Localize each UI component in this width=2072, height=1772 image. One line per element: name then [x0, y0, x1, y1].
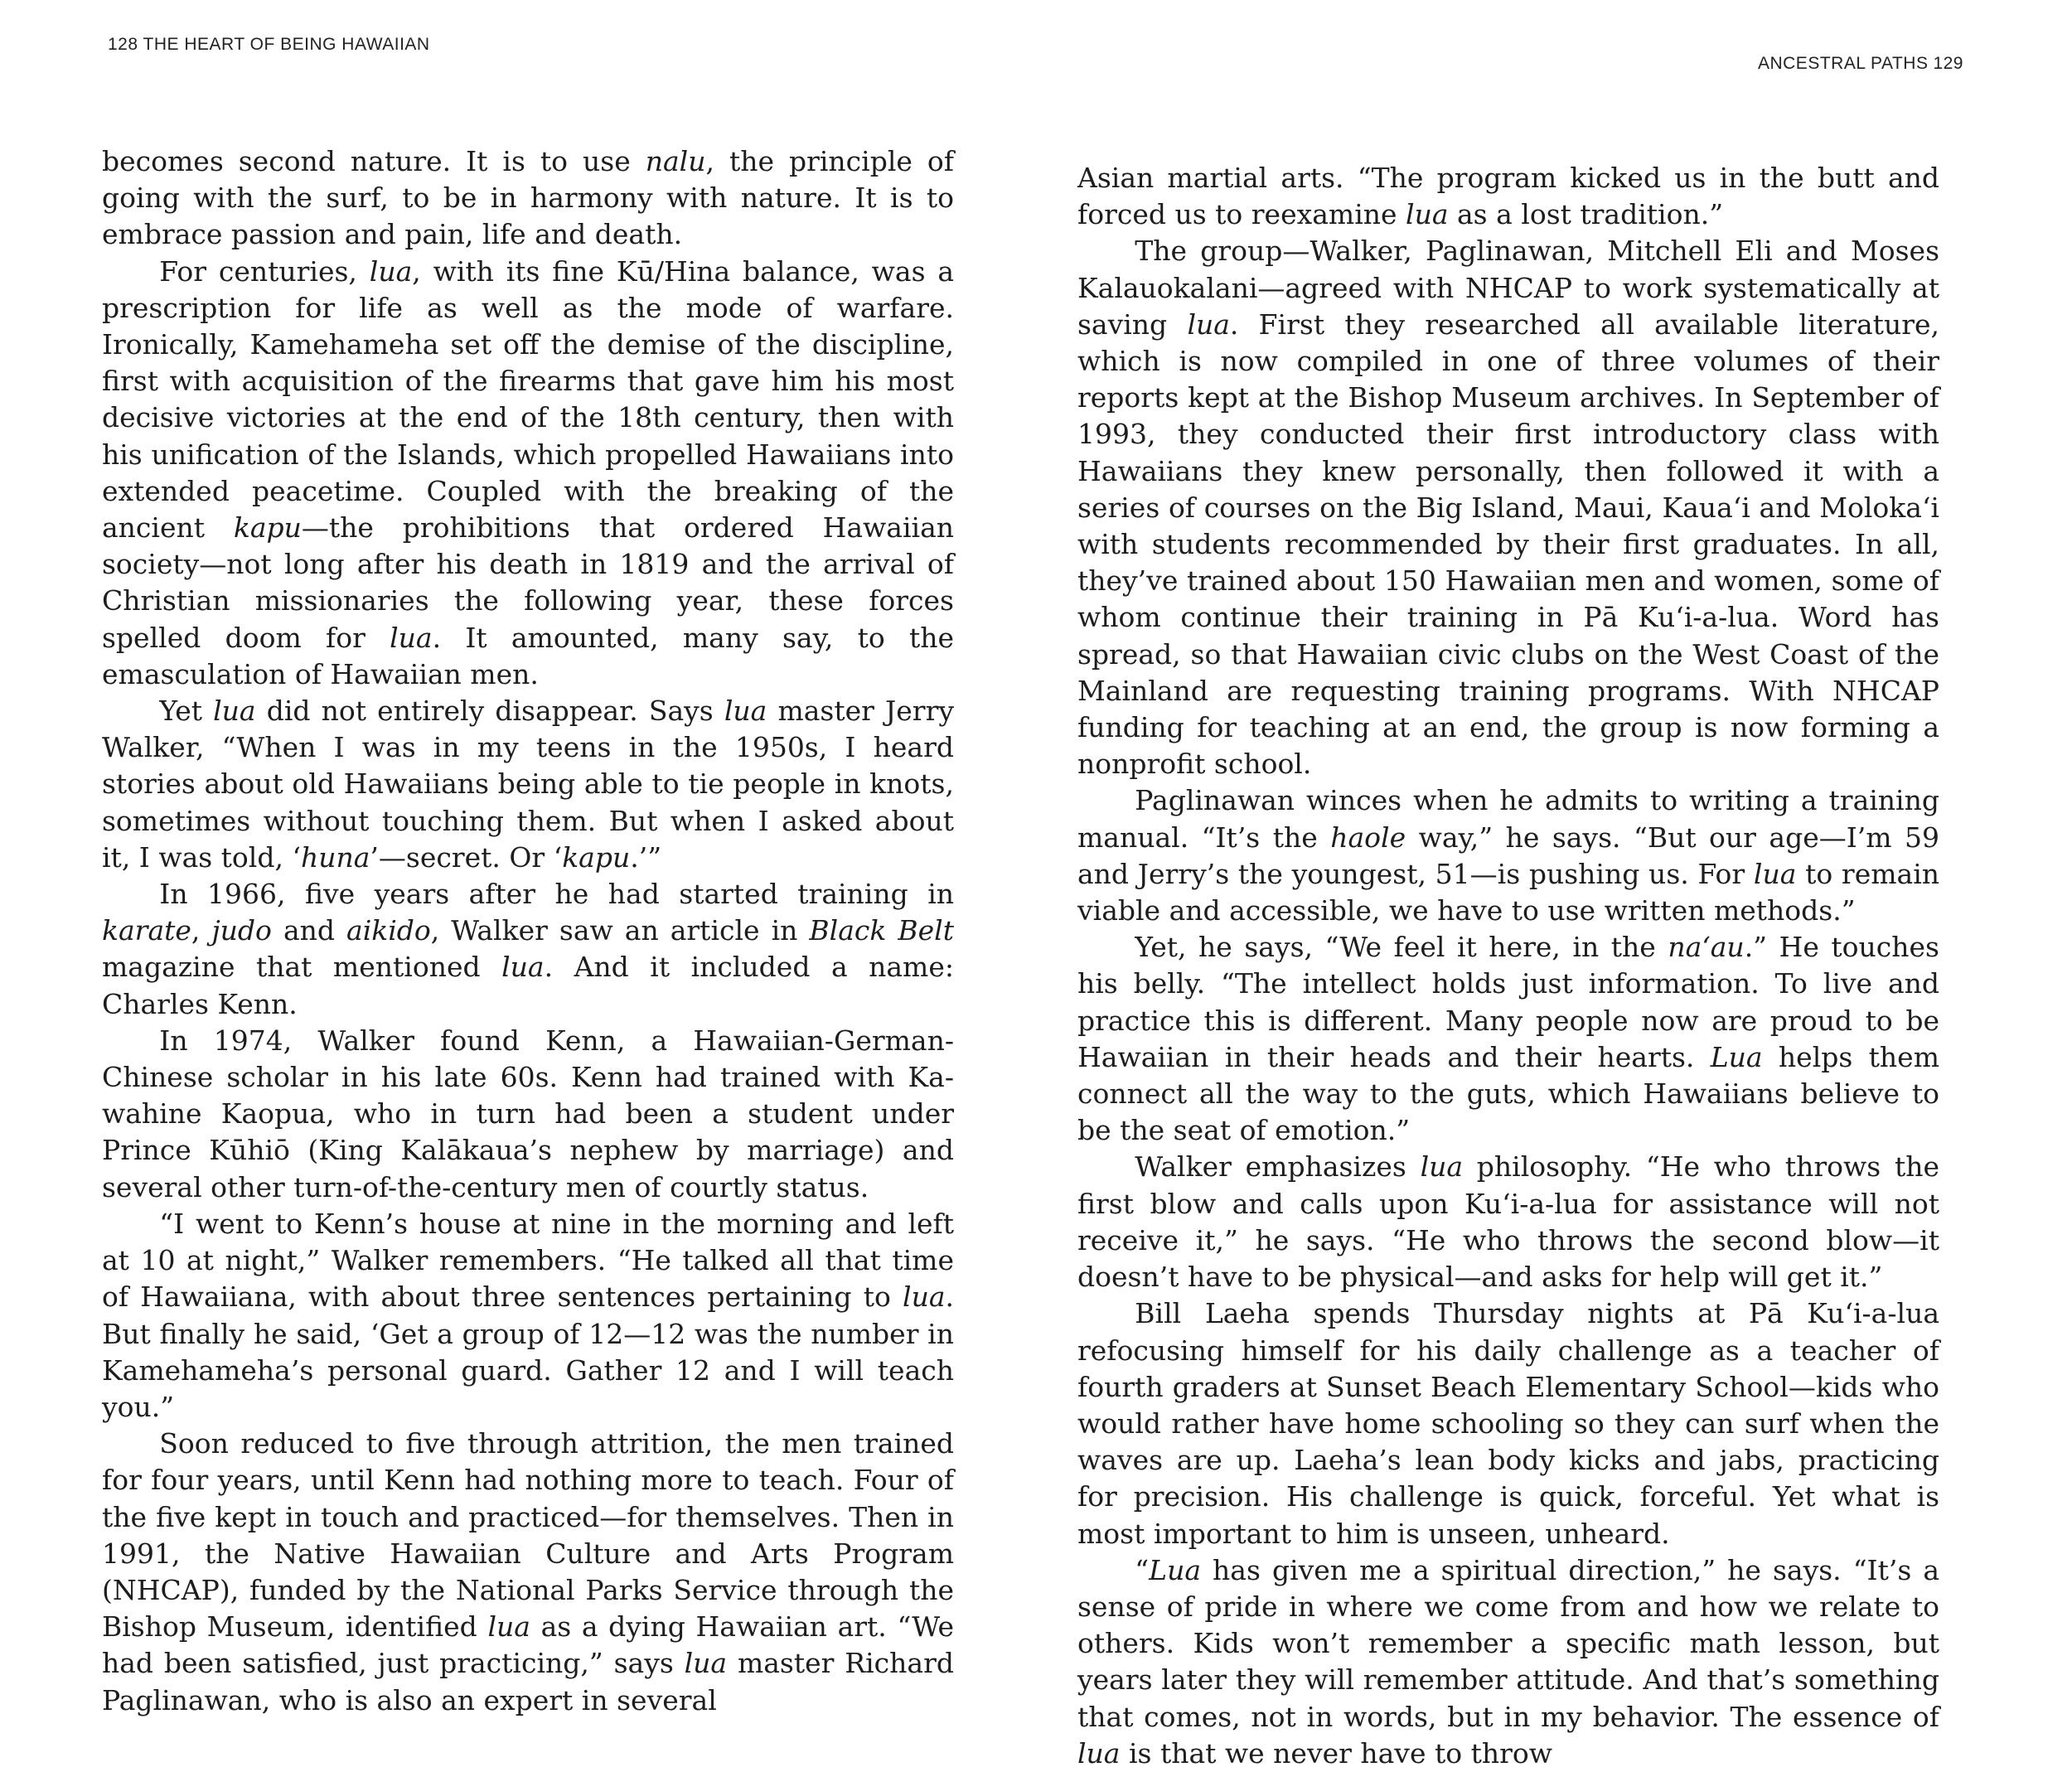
italic-term: kapu — [233, 511, 302, 545]
paragraph: Yet lua did not entirely disappear. Says lua master Jerry Walker, “When I was in my teens in the 1950s, I heard stories about old Hawaiians being able to tie people in knots, sometimes without touching them. But when I asked about it, I was told, ‘huna’—secret. Or ‘kapu.’” — [102, 695, 954, 874]
left-page — [0, 0, 1036, 1716]
paragraph: “I went to Kenn’s house at nine in the morning and left at 10 at night,” Walker remembers. “He talked all that time of Hawaiiana, with about three sentences pertaining to lua. But finally he said, ‘Get a group of 12—12 was the number in Kamehameha’s personal guard. Gather 12 and I will teach you.” — [102, 1207, 954, 1423]
italic-term: karate — [102, 914, 191, 947]
italic-term: lua — [1187, 307, 1230, 341]
italic-term: lua — [369, 254, 413, 288]
paragraph: Bill Laeha spends Thursday nights at Pā Ku‘i-a-lua refocusing himself for his daily challenge as a teacher of fourth graders at Sunset Beach Elementary School—kids who would rather have home schooling so they can surf when the waves are up. Laeha’s lean body kicks and jabs, practicing for precision. His challenge is quick, forceful. Yet what is most important to him is unseen, unheard. — [1077, 1297, 1939, 1550]
italic-term: lua — [390, 621, 433, 654]
italic-term: judo — [211, 914, 272, 947]
right-page-number: 129 — [1933, 54, 1963, 73]
paragraph: becomes second nature. It is to use nalu, the principle of going with the surf, to be in harmony with nature. It is to embrace passion and pain, life and death. — [102, 145, 954, 251]
left-page-number: 128 — [108, 35, 138, 54]
paragraph: Yet, he says, “We feel it here, in the na‘au.” He touches his belly. “The intellect holds just information. To live and practice this is different. Many people now are proud to be Hawaiian in their heads and their hearts. Lua helps them connect all the way to the guts, which Hawaiians believe to be the seat of emotion.” — [1077, 931, 1939, 1147]
left-body-text — [102, 143, 954, 1719]
italic-term: na‘au — [1668, 931, 1745, 964]
right-running-title: ANCESTRAL PATHS — [1757, 54, 1929, 73]
italic-term: lua — [487, 1610, 530, 1644]
paragraph: In 1966, five years after he had started training in karate, judo and aikido, Walker saw an article in Black Belt magazine that mentioned lua. And it included a name: Charles Kenn. — [102, 878, 954, 1020]
left-running-title: THE HEART OF BEING HAWAIIAN — [143, 35, 430, 54]
italic-term: Lua — [1149, 1553, 1202, 1586]
italic-term: nalu — [645, 145, 706, 177]
paragraph: Walker emphasizes lua philosophy. “He who throws the first blow and calls upon Ku‘i-a-lua for assistance will not receive it,” he says. “He who throws the second blow—it doesn’t have to be physical—and asks for help will get it.” — [1077, 1150, 1939, 1294]
italic-term: huna — [300, 840, 370, 874]
italic-term: aikido — [346, 914, 431, 947]
italic-term: lua — [1077, 1736, 1121, 1770]
paragraph: Soon reduced to five through attrition, the men trained for four years, until Kenn had nothing more to teach. Four of the five kept in touch and practiced—for themselves. Then in 1991, the Native Hawaiian Culture and Arts Program (NHCAP), funded by the National Parks Service through the Bishop Museum, identified lua as a dying Hawaiian art. “We had been satisfied, just practicing,” says lua master Richard Paglinawan, who is also an expert in several — [102, 1427, 954, 1716]
paragraph: For centuries, lua, with its fine Kū/Hina balance, was a prescription for life as well as the mode of warfare. Ironically, Kamehameha set off the demise of the discipline, first with acquisition of the firearms that gave him his most decisive victories at the end of the 18th century, then with his unification of the Islands, which propelled Hawaiians into extended peacetime. Coupled with the breaking of the ancient kapu—the prohibitions that ordered Hawaiian society—not long after his death in 1819 and the arrival of Christian missionaries the following year, these forces spelled doom for lua. It amounted, many say, to the emasculation of Hawaiian men. — [102, 254, 955, 690]
italic-term: lua — [1753, 857, 1797, 890]
italic-term: lua — [903, 1281, 946, 1314]
italic-term: lua — [213, 695, 256, 728]
paragraph: “Lua has given me a spiritual direction,” he says. “It’s a sense of pride in where we come from and how we relate to others. Kids won’t remember a specific math lesson, but years later they will remember attitude. And that’s something that comes, not in words, but in my behavior. The essence of lua is that we never have to throw — [1077, 1553, 1939, 1770]
italic-term: lua — [724, 695, 767, 728]
italic-term: Black Belt — [809, 914, 954, 947]
italic-term: lua — [684, 1647, 728, 1680]
right-running-head — [1758, 54, 1968, 74]
right-body-text — [1077, 160, 1939, 1772]
paragraph: Asian martial arts. “The program kicked us in the butt and forced us to reexamine lua as a lost tradition.” — [1077, 162, 1939, 231]
italic-term: Lua — [1710, 1040, 1763, 1073]
right-page — [1036, 0, 2072, 1770]
italic-term: lua — [1420, 1150, 1464, 1184]
italic-term: kapu — [562, 840, 631, 874]
italic-term: haole — [1330, 821, 1406, 854]
paragraph: Paglinawan winces when he admits to writing a training manual. “It’s the haole way,” he says. “But our age—I’m 59 and Jerry’s the youngest, 51—is pushing us. For lua to remain viable and accessible, we have to use written methods.” — [1077, 784, 1939, 927]
italic-term: lua — [1406, 198, 1449, 231]
italic-term: lua — [501, 951, 545, 984]
paragraph: In 1974, Walker found Kenn, a Hawaiian-German-Chinese scholar in his late 60s. Kenn had trained with Ka-wahine Kaopua, who in turn had been a student under Prince Kūhiō (King Kalākaua’s nephew by marriage) and several other turn-of-the-century men of courtly status. — [102, 1024, 954, 1203]
paragraph: The group—Walker, Paglinawan, Mitchell Eli and Moses Kalauokalani—agreed with NHCAP to work systematically at saving lua. First they researched all available literature, which is now compiled in one of three volumes of their reports kept at the Bishop Museum archives. In September of 1993, they conducted their first introductory class with Hawaiians they knew personally, then followed it with a series of courses on the Big Island, Maui, Kaua‘i and Moloka‘i with students recommended by their first graduates. In all, they’ve trained about 150 Hawaiian men and women, some of whom continue their training in Pā Ku‘i-a-lua. Word has spread, so that Hawaiian civic clubs on the West Coast of the Mainland are requesting training programs. With NHCAP funding for teaching at an end, the group is now forming a nonprofit school. — [1077, 235, 1939, 781]
left-running-head — [103, 35, 430, 55]
